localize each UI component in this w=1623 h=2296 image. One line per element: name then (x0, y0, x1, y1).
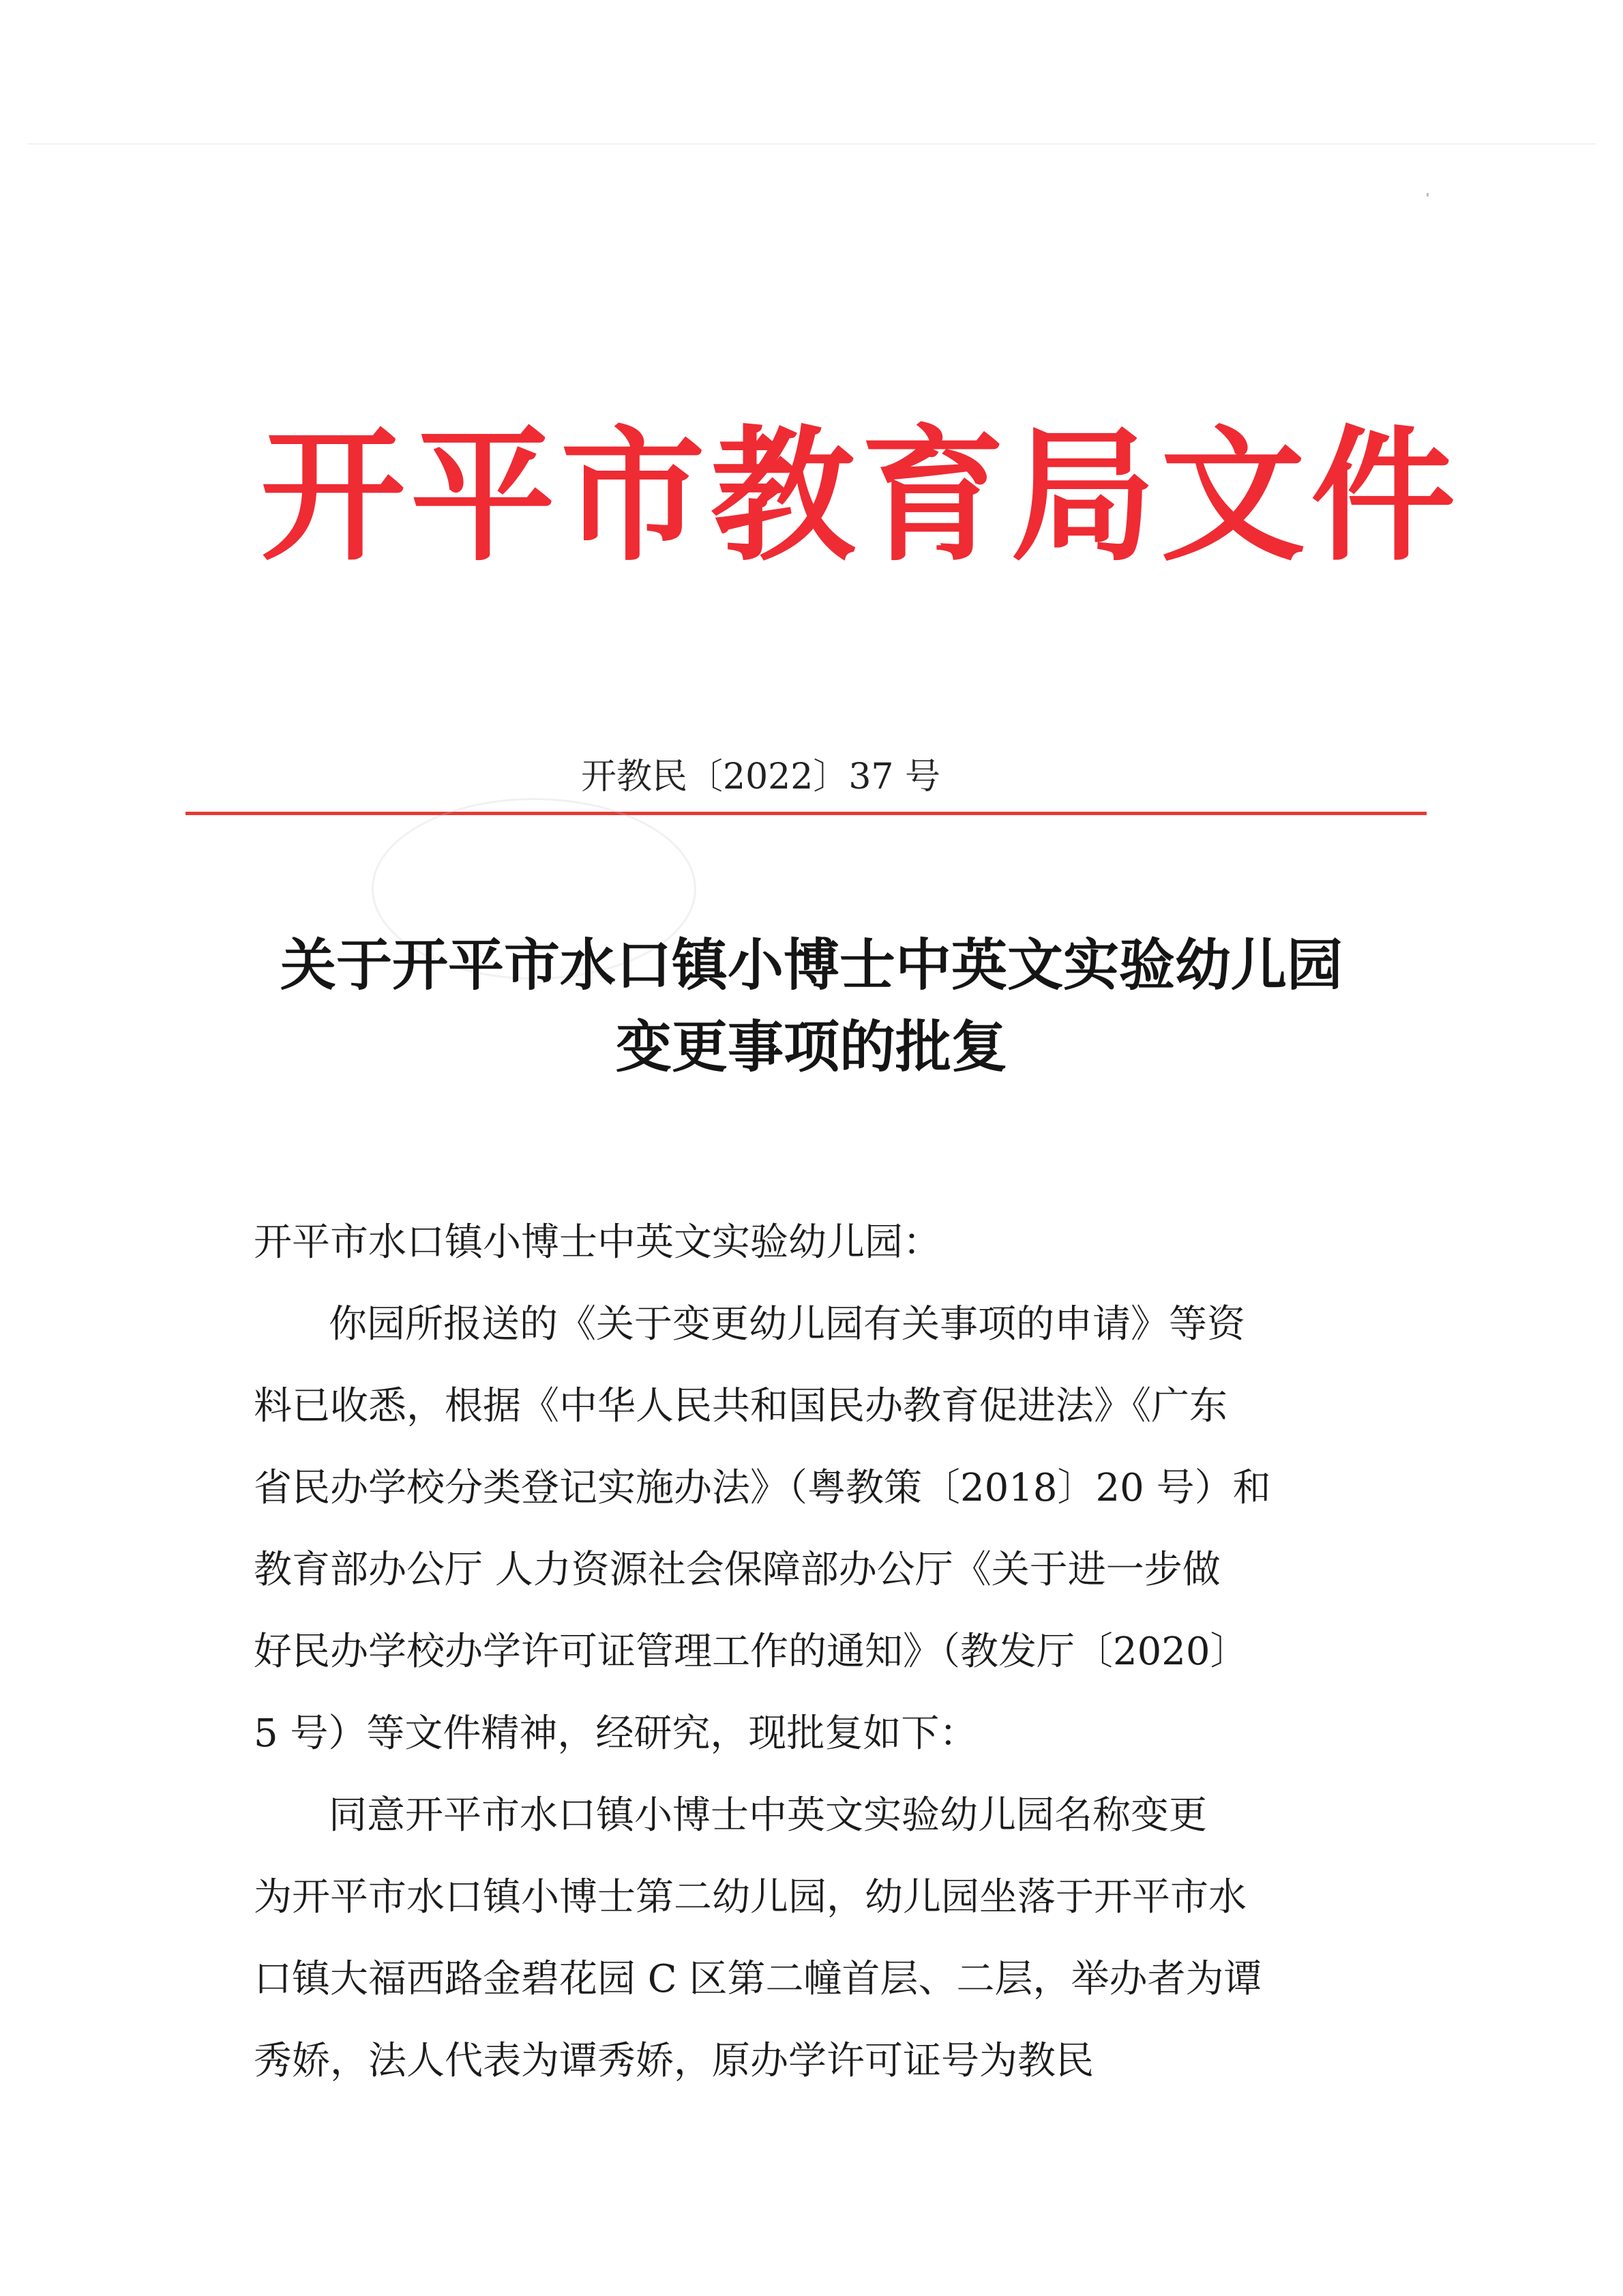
document-body (254, 1202, 1372, 2102)
red-divider-line (185, 812, 1427, 815)
paragraph-2-line: 为开平市水口镇小博士第二幼儿园，幼儿园坐落于开平市水 (254, 1875, 1247, 1919)
subject-line-1: 关于开平市水口镇小博士中英文实验幼儿园 (280, 932, 1343, 998)
paragraph-1-line: 省民办学校分类登记实施办法》（粤教策〔2018〕20 号）和 (254, 1466, 1271, 1510)
paragraph-1-line: 教育部办公厅 人力资源社会保障部办公厅《关于进一步做 (254, 1548, 1221, 1592)
document-subject (198, 924, 1425, 1088)
paragraph-1-line: 料已收悉，根据《中华人民共和国民办教育促进法》《广东 (254, 1384, 1227, 1428)
paragraph-1-line: 5 号）等文件精神，经研究，现批复如下： (254, 1711, 978, 1756)
document-number: 开教民〔2022〕37 号 (581, 756, 941, 797)
paragraph-1-line: 好民办学校办学许可证管理工作的通知》（教发厅〔2020〕 (254, 1630, 1249, 1674)
paragraph-2-line: 口镇大福西路金碧花园 C 区第二幢首层、二层，举办者为谭 (254, 1957, 1262, 2001)
subject-line-2: 变更事项的批复 (615, 1014, 1007, 1080)
paragraph-2-line: 秀娇，法人代表为谭秀娇，原办学许可证号为教民 (254, 2039, 1094, 2083)
issuer-header-title: 开平市教育局文件 (260, 411, 1461, 580)
addressee: 开平市水口镇小博士中英文实验幼儿园： (254, 1220, 941, 1265)
paragraph-1-line: 你园所报送的《关于变更幼儿园有关事项的申请》等资 (329, 1302, 1245, 1346)
paragraph-2-line: 同意开平市水口镇小博士中英文实验幼儿园名称变更 (329, 1793, 1207, 1838)
scan-speck (1427, 193, 1429, 196)
scan-edge-line (27, 143, 1596, 145)
